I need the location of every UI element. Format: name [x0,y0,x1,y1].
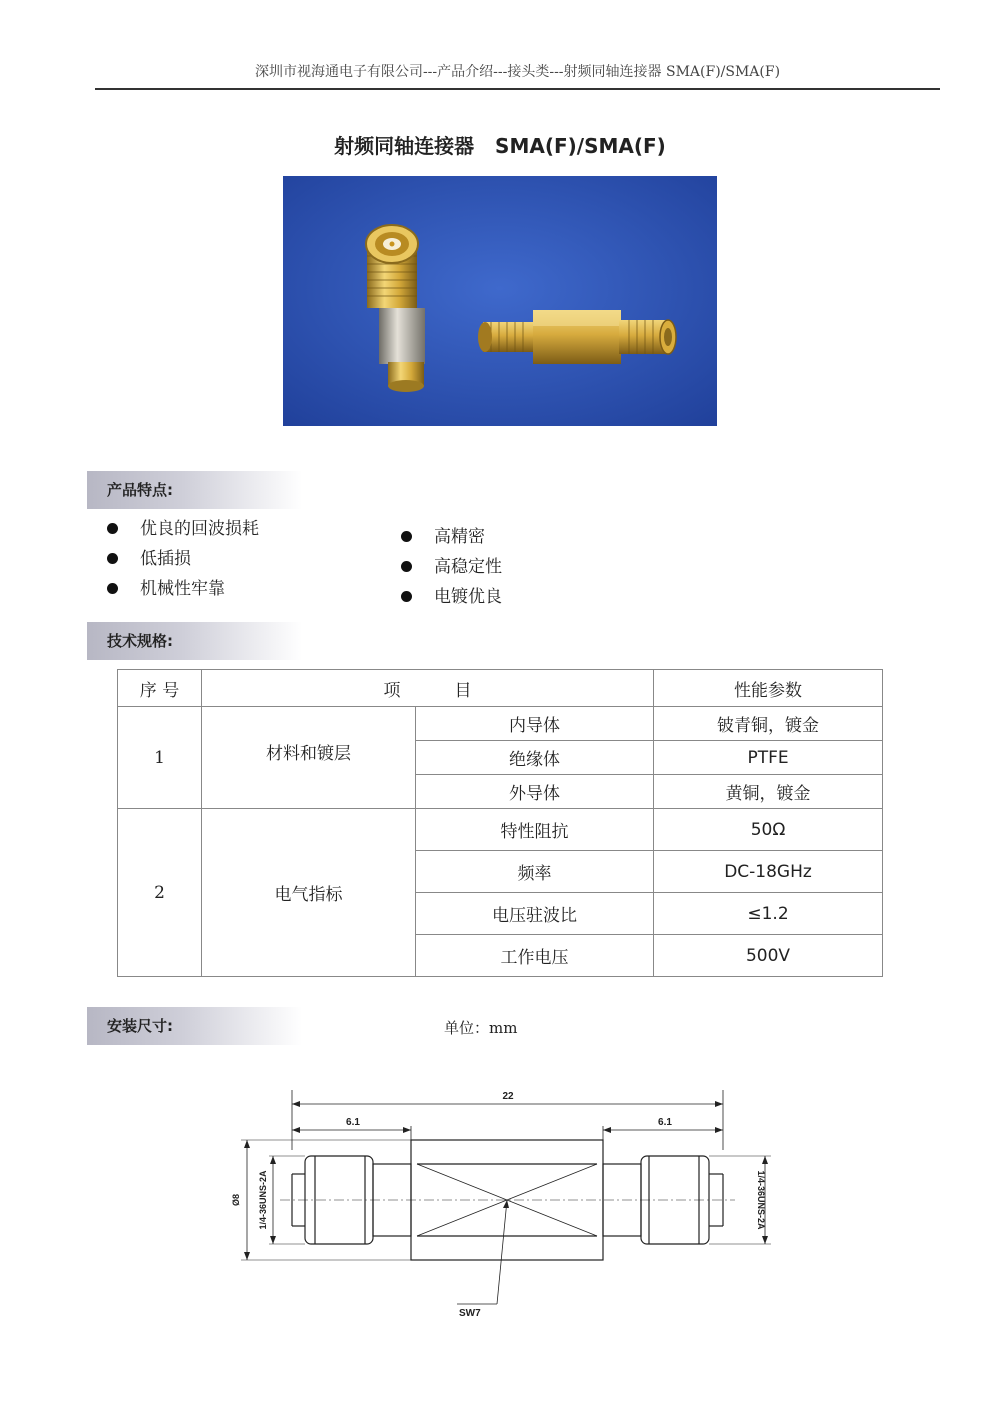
spec-item: 绝缘体 [416,741,654,775]
right-thread-label: 1/4-36UNS-2A [756,1170,766,1230]
spec-item: 工作电压 [416,935,654,977]
list-item: 机械性牢靠 [107,574,259,604]
list-item: 低插损 [107,544,259,574]
page-header: 深圳市视海通电子有限公司---产品介绍---接头类---射频同轴连接器 SMA(F)/SMA(F) [95,58,940,90]
dimension-drawing [225,1080,785,1320]
spec-item: 内导体 [416,707,654,741]
dimensions-heading: 安装尺寸: [87,1007,302,1045]
list-item: 高精密 [401,522,502,552]
group-number: 1 [118,707,202,809]
list-item: 电镀优良 [401,582,502,612]
spec-value: 50Ω [654,809,883,851]
specs-table [117,669,883,977]
spec-value: 500V [654,935,883,977]
spec-value: 黄铜，镀金 [654,775,883,809]
spec-item: 特性阻抗 [416,809,654,851]
table-row [118,707,883,741]
spec-value: PTFE [654,741,883,775]
column-header-no: 序 号 [118,670,202,707]
list-item: 优良的回波损耗 [107,514,259,544]
diameter-label: Ø8 [231,1193,241,1207]
group-name: 电气指标 [202,809,416,977]
spec-item: 外导体 [416,775,654,809]
features-heading: 产品特点: [87,471,302,509]
table-row [118,809,883,851]
overall-length-label: 22 [502,1091,514,1102]
spec-item: 电压驻波比 [416,893,654,935]
right-thread-length-label: 6.1 [658,1117,672,1128]
spec-value: DC-18GHz [654,851,883,893]
specs-heading: 技术规格: [87,622,302,660]
document-title: 射频同轴连接器 SMA(F)/SMA(F) [334,134,666,158]
spec-item: 频率 [416,851,654,893]
column-header-item: 项 目 [202,670,654,707]
column-header-param: 性能参数 [654,670,883,707]
spec-value: 铍青铜，镀金 [654,707,883,741]
left-thread-length-label: 6.1 [346,1117,360,1128]
left-thread-label: 1/4-36UNS-2A [258,1170,268,1230]
group-number: 2 [118,809,202,977]
group-name: 材料和镀层 [202,707,416,809]
wrench-size-label: SW7 [459,1308,481,1319]
product-photo [283,176,717,426]
list-item: 高稳定性 [401,552,502,582]
features-list-left [107,514,259,604]
table-header-row [118,670,883,707]
spec-value: ≤1.2 [654,893,883,935]
unit-label: 单位：mm [444,1019,518,1037]
features-list-right [401,522,502,612]
